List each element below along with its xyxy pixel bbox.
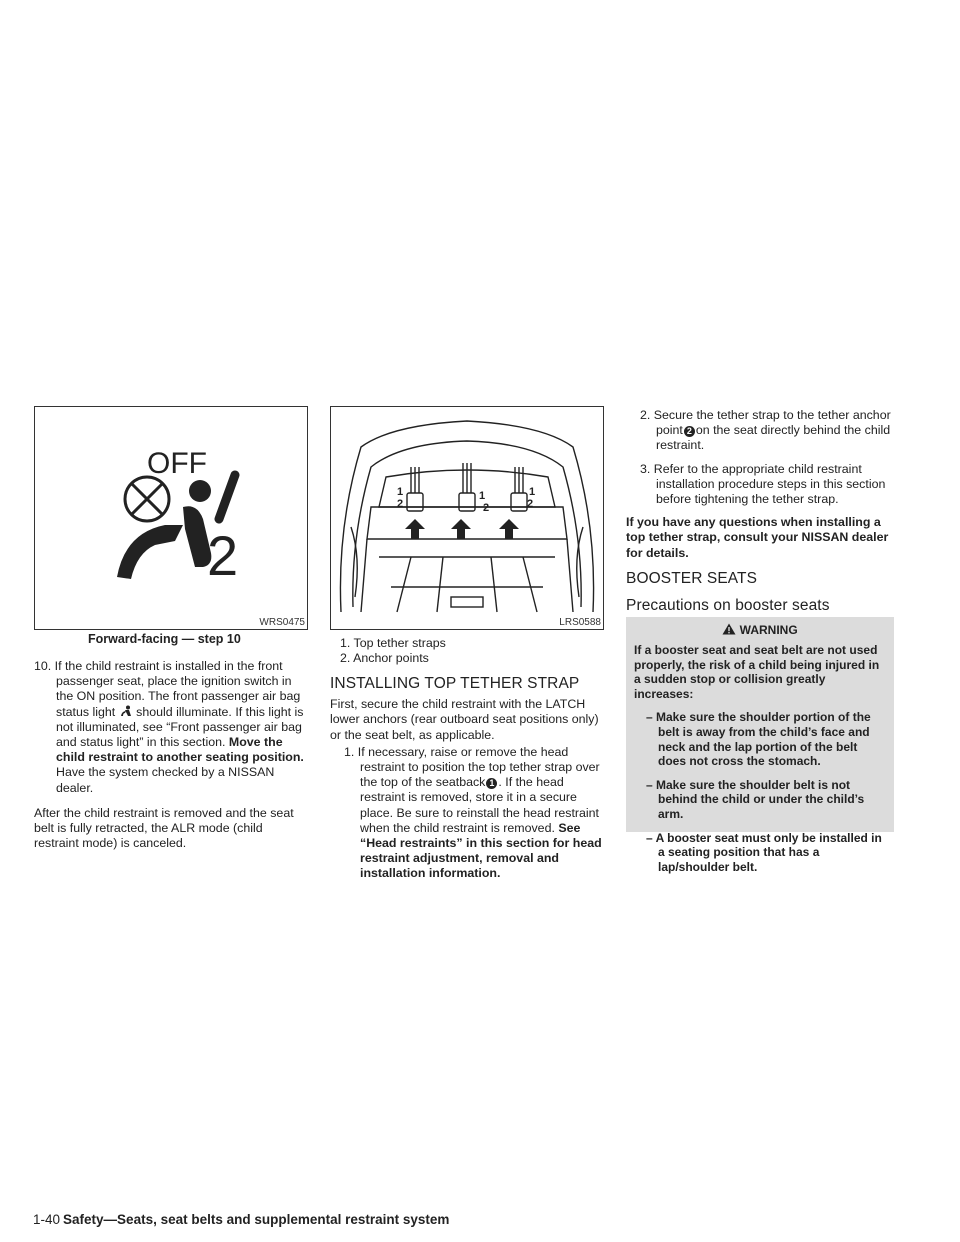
cargo-area-illustration [331,407,603,629]
dealer-note: If you have any questions when installing a top tether strap, consult your NISSAN dealer for details. [626,515,889,560]
label-1-left: 1 [397,486,404,498]
chapter-title: Safety—Seats, seat belts and supplemental restraint system [63,1212,450,1227]
warning-body [634,643,886,874]
warning-title-text: WARNING [739,623,798,637]
step-3: 3. Refer to the appropriate child restraint installation procedure steps in this section before tightening the tether strap. [640,461,886,507]
off-text: OFF [147,447,207,480]
airbag-status-light-icon [119,705,133,717]
step-10 [34,659,308,796]
legend-item: 2. Anchor points [340,651,429,666]
step-2-text: 2. Secure the tether strap to the tether anchor point [640,408,891,438]
step-2-text-2: on the seat directly behind the child restraint. [656,423,891,453]
column-3 [626,408,894,621]
booster-heading: BOOSTER SEATS [626,569,758,587]
warning-item: – Make sure the shoulder portion of the belt is away from the child’s face and neck and the lap portion of the belt does not cross the stomach. [646,710,871,769]
step-1-text-2: . If the head restraint is removed, store it in a secure place. Be sure to reinstall the head restraint when the child restraint is removed. [360,775,599,835]
callout-2-icon: 2 [684,426,695,437]
label-2-center: 2 [483,502,490,514]
figure-caption: Forward-facing — step 10 [88,632,241,646]
page-footer [33,1212,449,1227]
warning-box [626,617,894,874]
label-1-right: 1 [529,486,536,498]
figure-code: WRS0475 [259,617,305,628]
figure-airbag-off [34,406,308,630]
figure-cargo-tether [330,406,604,630]
warning-intro: If a booster seat and seat belt are not used properly, the risk of a child being injured in a sudden stop or collision greatly increases: [634,643,880,701]
step-10-text-3: Have the system checked by a NISSAN dealer. [56,765,275,795]
warning-item: – Make sure the shoulder belt is not behind the child or under the child’s arm. [646,777,865,821]
column-2 [330,676,604,890]
booster-subheading: Precautions on booster seats [626,597,830,615]
figure-code: LRS0588 [559,617,601,628]
column-1 [34,659,308,859]
warning-item: – A booster seat must only be installed in a seating position that has a lap/shoulder belt. [646,830,882,874]
step-10-bold: Move the child restraint to another seating position. [56,735,304,765]
label-2-left: 2 [397,498,404,510]
step-1-text: 1. If necessary, raise or remove the head restraint to position the top tether strap over the top of the seatback [344,744,600,790]
label-1-center: 1 [479,490,486,502]
intro-paragraph: First, secure the child restraint with the LATCH lower anchors (rear outboard seat positions only) or the seat belt, as applicable. [330,697,599,742]
section-heading: INSTALLING TOP TETHER STRAP [330,675,580,692]
step-1-bold: See “Head restraints” in this section for head restraint adjustment, removal and installation information. [360,820,602,881]
step-1 [338,745,604,882]
label-2-right: 2 [527,498,534,510]
figure-number-2: 2 [207,524,239,587]
warning-icon [722,623,736,635]
paragraph-alr: After the child restraint is removed and the seat belt is fully retracted, the ALR mode (child restraint mode) is canceled. [34,805,294,851]
warning-title [634,623,886,637]
airbag-status-off-icon [35,407,307,629]
step-10-text: 10. If the child restraint is installed in the front passenger seat, place the ignition switch in the ON position. The front passenger air bag status light [34,659,301,719]
legend-item: 1. Top tether straps [340,636,446,650]
figure-legend [340,636,446,666]
step-2 [634,408,894,454]
step-10-text-2: should illuminate. If this light is not illuminated, see “Front passenger air bag and status light” in this section. [56,704,304,750]
callout-1-icon: 1 [486,778,497,789]
page-number: 1-40 [33,1212,61,1227]
